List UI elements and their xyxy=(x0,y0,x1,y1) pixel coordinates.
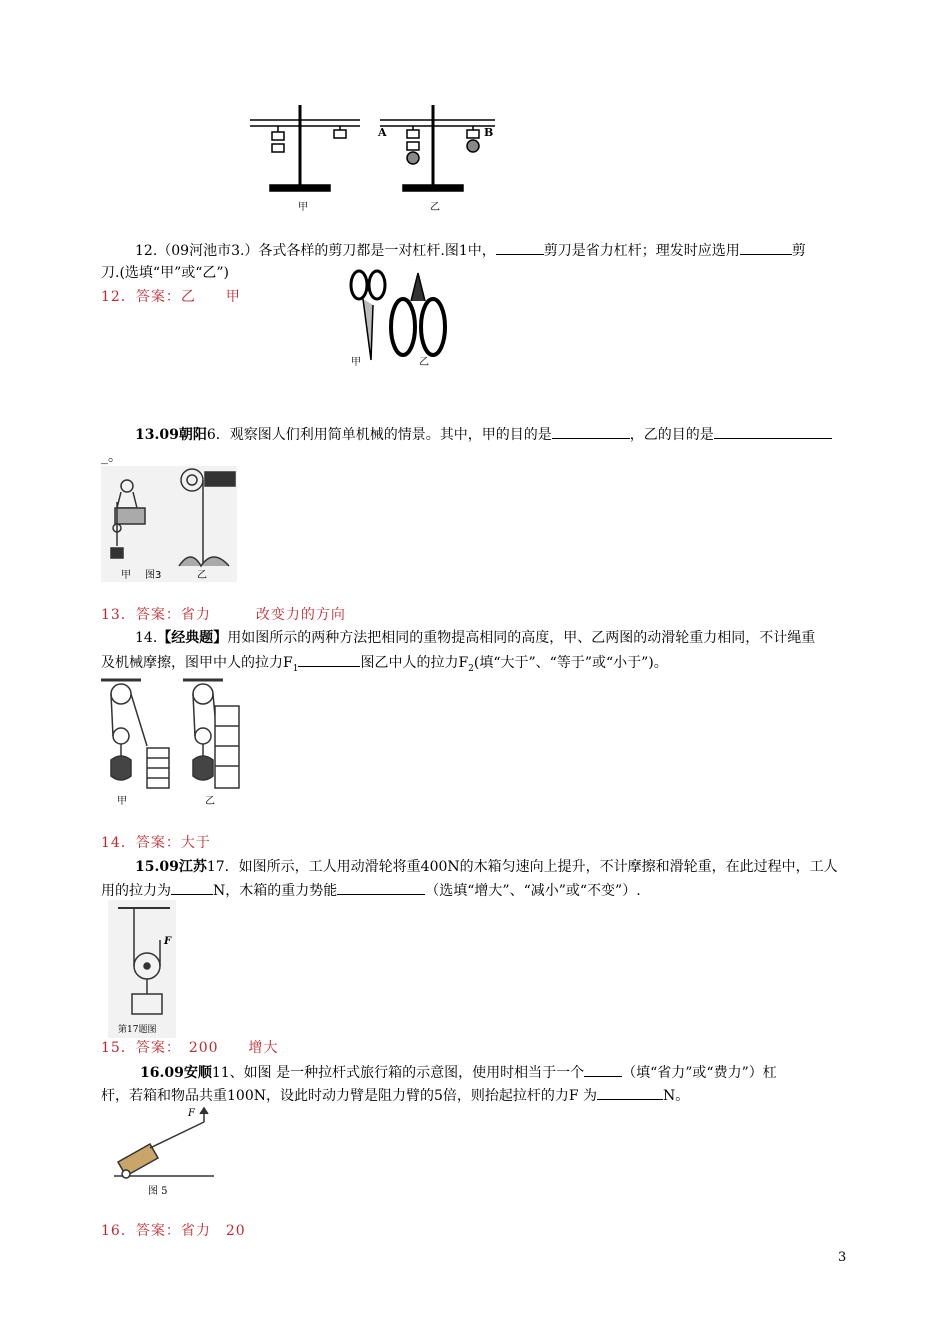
luggage-force: F xyxy=(188,1108,195,1119)
q16-answer: 16．答案：省力 20 xyxy=(101,1223,246,1239)
q15-answer: 15．答案： 200 增大 xyxy=(101,1040,279,1056)
pulley-compare-figure xyxy=(101,676,241,811)
q12-blank-1 xyxy=(496,240,544,255)
q14-answer: 14．答案：大于 xyxy=(101,835,211,851)
q12-blank-2 xyxy=(740,240,792,255)
q12-line1: 12.（09河池市3.）各式各样的剪刀都是一对杠杆.图1中， 剪刀是省力杠杆；理发时应选用 剪 xyxy=(135,240,806,261)
machine-label-a: 甲 xyxy=(121,570,131,581)
q14-line2: 及机械摩擦，图甲中人的拉力$F_1$ 图乙中人的拉力$F_2$(填“大于”、“等于”或“小于”)。 xyxy=(101,652,668,679)
balance-left xyxy=(250,105,360,191)
movable-pulley-caption: 第17题图 xyxy=(118,1025,157,1035)
luggage-caption: 图 5 xyxy=(148,1186,168,1197)
q13-line2: _。 xyxy=(101,449,122,465)
balance-figure xyxy=(240,100,500,215)
q13-line1: 13.09朝阳6．观察图人们利用简单机械的情景。其中，甲的目的是 ，乙的目的是 xyxy=(135,424,832,445)
balance-mark-a: A xyxy=(378,126,387,139)
page-number: 3 xyxy=(838,1250,847,1265)
scissors-figure xyxy=(345,265,455,370)
pulley-label-b: 乙 xyxy=(205,796,215,807)
scissors-label-b: 乙 xyxy=(419,357,429,368)
luggage-lever-figure xyxy=(110,1108,220,1200)
q15-blank-1 xyxy=(171,880,213,895)
q12-line2: 刀.(选填“甲”或“乙”) xyxy=(101,265,230,281)
q16-line1: 16.09安顺11、如图 是一种拉杆式旅行箱的示意图，使用时相当于一个 （填“省力”或“费力”）杠 xyxy=(140,1062,777,1083)
q15-blank-2 xyxy=(337,880,425,895)
q13-blank-2 xyxy=(714,424,832,439)
q16-blank-1 xyxy=(584,1062,622,1077)
machine-label-fig: 图3 xyxy=(145,570,162,581)
q12-answer: 12．答案：乙 甲 xyxy=(101,289,241,305)
q15-line2: 用的拉力为 N，木箱的重力势能 （选填“增大”、“减小”或“不变”）. xyxy=(101,880,641,901)
q13-answer: 13．答案：省力 改变力的方向 xyxy=(101,607,346,623)
balance-label-right: 乙 xyxy=(430,202,440,213)
balance-label-left: 甲 xyxy=(298,202,308,213)
balance-right xyxy=(380,105,495,191)
q13-blank-1 xyxy=(552,424,630,439)
machine-label-b: 乙 xyxy=(197,570,207,581)
pulley-label-a: 甲 xyxy=(117,796,127,807)
q16-blank-2 xyxy=(597,1085,663,1100)
movable-pulley-force: F xyxy=(164,936,172,947)
simple-machine-figure xyxy=(101,466,237,582)
scissors-label-a: 甲 xyxy=(351,357,361,368)
balance-mark-b: B xyxy=(484,126,494,139)
q14-line1: 14.【经典题】用如图所示的两种方法把相同的重物提高相同的高度，甲、乙两图的动滑轮重力相同，不计绳重 xyxy=(135,630,816,646)
q16-line2: 杆，若箱和物品共重100N，设此时动力臂是阻力臂的5倍，则抬起拉杆的力F 为 N。 xyxy=(101,1085,689,1106)
q14-blank xyxy=(298,652,360,667)
q15-line1: 15.09江苏17．如图所示，工人用动滑轮将重400N的木箱匀速向上提升，不计摩擦和滑轮重，在此过程中，工人 xyxy=(135,859,838,875)
movable-pulley-figure xyxy=(108,900,176,1038)
